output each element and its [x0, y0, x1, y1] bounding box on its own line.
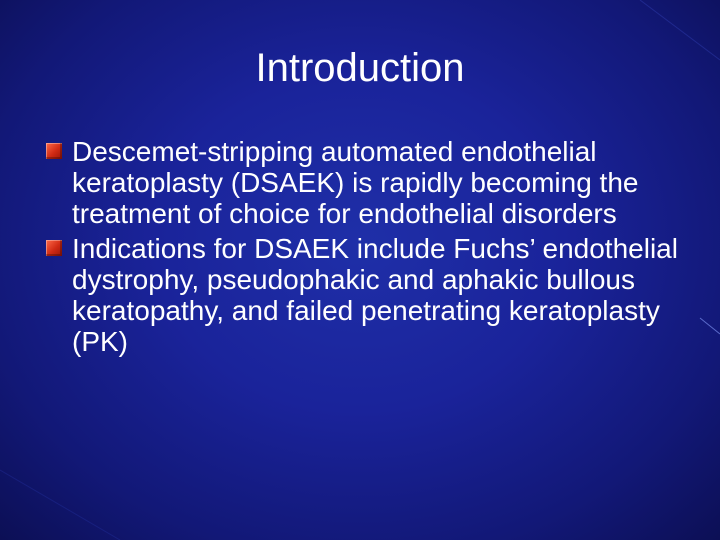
slide-title: Introduction: [255, 46, 465, 90]
bullet-text: Indications for DSAEK include Fuchs’ endothelial dystrophy, pseudophakic and aphakic bullous keratopathy, and failed penetrating keratoplasty (PK): [72, 233, 678, 357]
bullet-item: [46, 136, 686, 229]
bullet-list: [46, 136, 686, 361]
red-square-bullet-icon: [46, 240, 62, 256]
bullet-text: Descemet-stripping automated endothelial keratoplasty (DSAEK) is rapidly becoming the treatment of choice for endothelial disorders: [72, 136, 639, 229]
bullet-item: [46, 233, 686, 357]
red-square-bullet-icon: [46, 143, 62, 159]
